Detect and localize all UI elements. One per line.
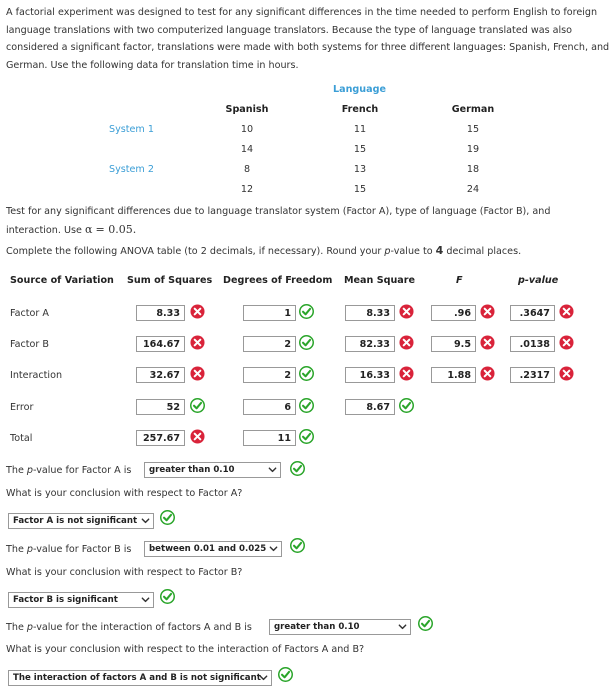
header-f: F: [456, 275, 463, 286]
incorrect-icon: [480, 335, 495, 350]
correct-icon: [190, 398, 205, 413]
df-factor-a-input[interactable]: 1: [243, 305, 296, 321]
incorrect-icon: [559, 304, 574, 319]
df-interaction-input[interactable]: 2: [243, 367, 296, 383]
ms-factor-b-input[interactable]: 82.33: [345, 336, 395, 352]
chevron-down-icon: [268, 466, 277, 474]
header-ms: Mean Square: [344, 275, 416, 286]
correct-icon: [418, 616, 433, 631]
select-value: Factor B is significant: [13, 595, 118, 605]
q1-text: [6, 465, 131, 476]
data-cell: 19: [466, 144, 480, 155]
col-german: German: [451, 104, 495, 115]
incorrect-icon: [190, 304, 205, 319]
df-error-input[interactable]: 6: [243, 399, 296, 415]
data-cell: 15: [353, 144, 367, 155]
correct-icon: [290, 538, 305, 553]
incorrect-icon: [190, 366, 205, 381]
p-factor-a-select[interactable]: [144, 462, 281, 478]
p-factor-a-input[interactable]: .3647: [510, 305, 555, 321]
ss-error-input[interactable]: 52: [136, 399, 185, 415]
p-italic: p: [384, 246, 391, 257]
p-interaction-select[interactable]: [269, 619, 411, 635]
correct-icon: [160, 510, 175, 525]
correct-icon: [299, 335, 314, 350]
header-source: Source of Variation: [10, 275, 114, 286]
q5-suffix: -value for the interaction of factors A and B is: [33, 622, 252, 633]
correct-icon: [299, 429, 314, 444]
conclusion-factor-b-select[interactable]: [8, 592, 154, 608]
correct-icon: [299, 366, 314, 381]
ss-factor-a-input[interactable]: 8.33: [136, 305, 185, 321]
header-df: Degrees of Freedom: [223, 275, 333, 286]
correct-icon: [290, 461, 305, 476]
correct-icon: [299, 304, 314, 319]
correct-icon: [278, 667, 293, 682]
chevron-down-icon: [141, 596, 150, 604]
row-total: Total: [10, 433, 33, 444]
data-cell: 11: [353, 124, 367, 135]
q5-text: [6, 622, 252, 633]
q3-suffix: -value for Factor B is: [33, 544, 132, 555]
select-value: greater than 0.10: [149, 465, 235, 475]
row-factor-b: Factor B: [10, 339, 49, 350]
data-cell: 14: [240, 144, 254, 155]
select-value: greater than 0.10: [274, 622, 360, 632]
data-cell: 10: [240, 124, 254, 135]
data-cell: 8: [243, 164, 251, 175]
ss-interaction-input[interactable]: 32.67: [136, 367, 185, 383]
incorrect-icon: [399, 366, 414, 381]
q1-p: p: [26, 465, 33, 476]
row-factor-a: Factor A: [10, 308, 49, 319]
incorrect-icon: [559, 366, 574, 381]
incorrect-icon: [190, 429, 205, 444]
chevron-down-icon: [398, 623, 407, 631]
df-factor-b-input[interactable]: 2: [243, 336, 296, 352]
row-error: Error: [10, 402, 34, 413]
q6-text: What is your conclusion with respect to the interaction of Factors A and B?: [6, 644, 365, 655]
alpha-symbol: α: [84, 222, 93, 236]
ss-factor-b-input[interactable]: 164.67: [136, 336, 185, 352]
q5-prefix: The: [6, 622, 24, 633]
incorrect-icon: [399, 304, 414, 319]
select-value: The interaction of factors A and B is not significant: [13, 673, 261, 683]
chevron-down-icon: [141, 517, 150, 525]
test-text: Test for any significant differences due to language translator system (Factor A), type of language (Factor B), and interaction. Use: [6, 206, 551, 236]
correct-icon: [399, 398, 414, 413]
data-cell: 13: [353, 164, 367, 175]
conclusion-interaction-select[interactable]: [8, 670, 272, 686]
ms-factor-a-input[interactable]: 8.33: [345, 305, 395, 321]
select-value: Factor A is not significant: [13, 516, 138, 526]
select-value: between 0.01 and 0.025: [149, 544, 267, 554]
data-cell: 15: [353, 184, 367, 195]
ms-interaction-input[interactable]: 16.33: [345, 367, 395, 383]
incorrect-icon: [480, 366, 495, 381]
conclusion-factor-a-select[interactable]: [8, 513, 154, 529]
data-cell: 24: [466, 184, 480, 195]
complete-text: Complete the following ANOVA table (to 2 decimals, if necessary). Round your: [6, 246, 382, 257]
incorrect-icon: [190, 335, 205, 350]
q3-text: [6, 544, 131, 555]
df-total-input[interactable]: 11: [243, 430, 296, 446]
header-p: p-value: [518, 275, 559, 286]
language-header: Language: [333, 84, 386, 95]
q3-prefix: The: [6, 544, 24, 555]
complete-suffix: decimal places.: [446, 246, 522, 257]
col-spanish: Spanish: [225, 104, 269, 115]
f-interaction-input[interactable]: 1.88: [431, 367, 476, 383]
incorrect-icon: [480, 304, 495, 319]
complete-mid: -value to: [390, 246, 433, 257]
row-interaction: Interaction: [10, 370, 63, 381]
row-system-2: System 2: [109, 164, 154, 175]
decimal-digits: 4: [435, 244, 444, 257]
ss-total-input[interactable]: 257.67: [136, 430, 185, 446]
alpha-value: = 0.05.: [95, 222, 137, 236]
col-french: French: [341, 104, 379, 115]
f-factor-b-input[interactable]: 9.5: [431, 336, 476, 352]
q4-text: What is your conclusion with respect to Factor B?: [6, 567, 243, 578]
q2-text: What is your conclusion with respect to Factor A?: [6, 488, 243, 499]
incorrect-icon: [399, 335, 414, 350]
chevron-down-icon: [269, 545, 278, 553]
row-system-1: System 1: [109, 124, 154, 135]
correct-icon: [160, 589, 175, 604]
test-instructions: [6, 203, 606, 239]
incorrect-icon: [559, 335, 574, 350]
p-factor-b-input[interactable]: .0138: [510, 336, 555, 352]
correct-icon: [299, 398, 314, 413]
data-cell: 15: [466, 124, 480, 135]
q1-suffix: -value for Factor A is: [33, 465, 132, 476]
ms-error-input[interactable]: 8.67: [345, 399, 395, 415]
data-cell: 12: [240, 184, 254, 195]
data-cell: 18: [466, 164, 480, 175]
complete-instructions: [6, 244, 521, 257]
p-interaction-input[interactable]: .2317: [510, 367, 555, 383]
f-factor-a-input[interactable]: .96: [431, 305, 476, 321]
q3-p: p: [26, 544, 33, 555]
header-ss: Sum of Squares: [127, 275, 213, 286]
problem-text: A factorial experiment was designed to test for any significant differences in the time needed to perform English to foreign language translations with two computerized language translators. Because the type of language translated was also considered a significant factor, translations were made with both systems for three different languages: Spanish, French, and German. Use the following data for translation time in hours.: [6, 7, 610, 71]
q1-prefix: The: [6, 465, 24, 476]
chevron-down-icon: [259, 674, 268, 682]
q5-p: p: [26, 622, 33, 633]
p-factor-b-select[interactable]: [144, 541, 282, 557]
